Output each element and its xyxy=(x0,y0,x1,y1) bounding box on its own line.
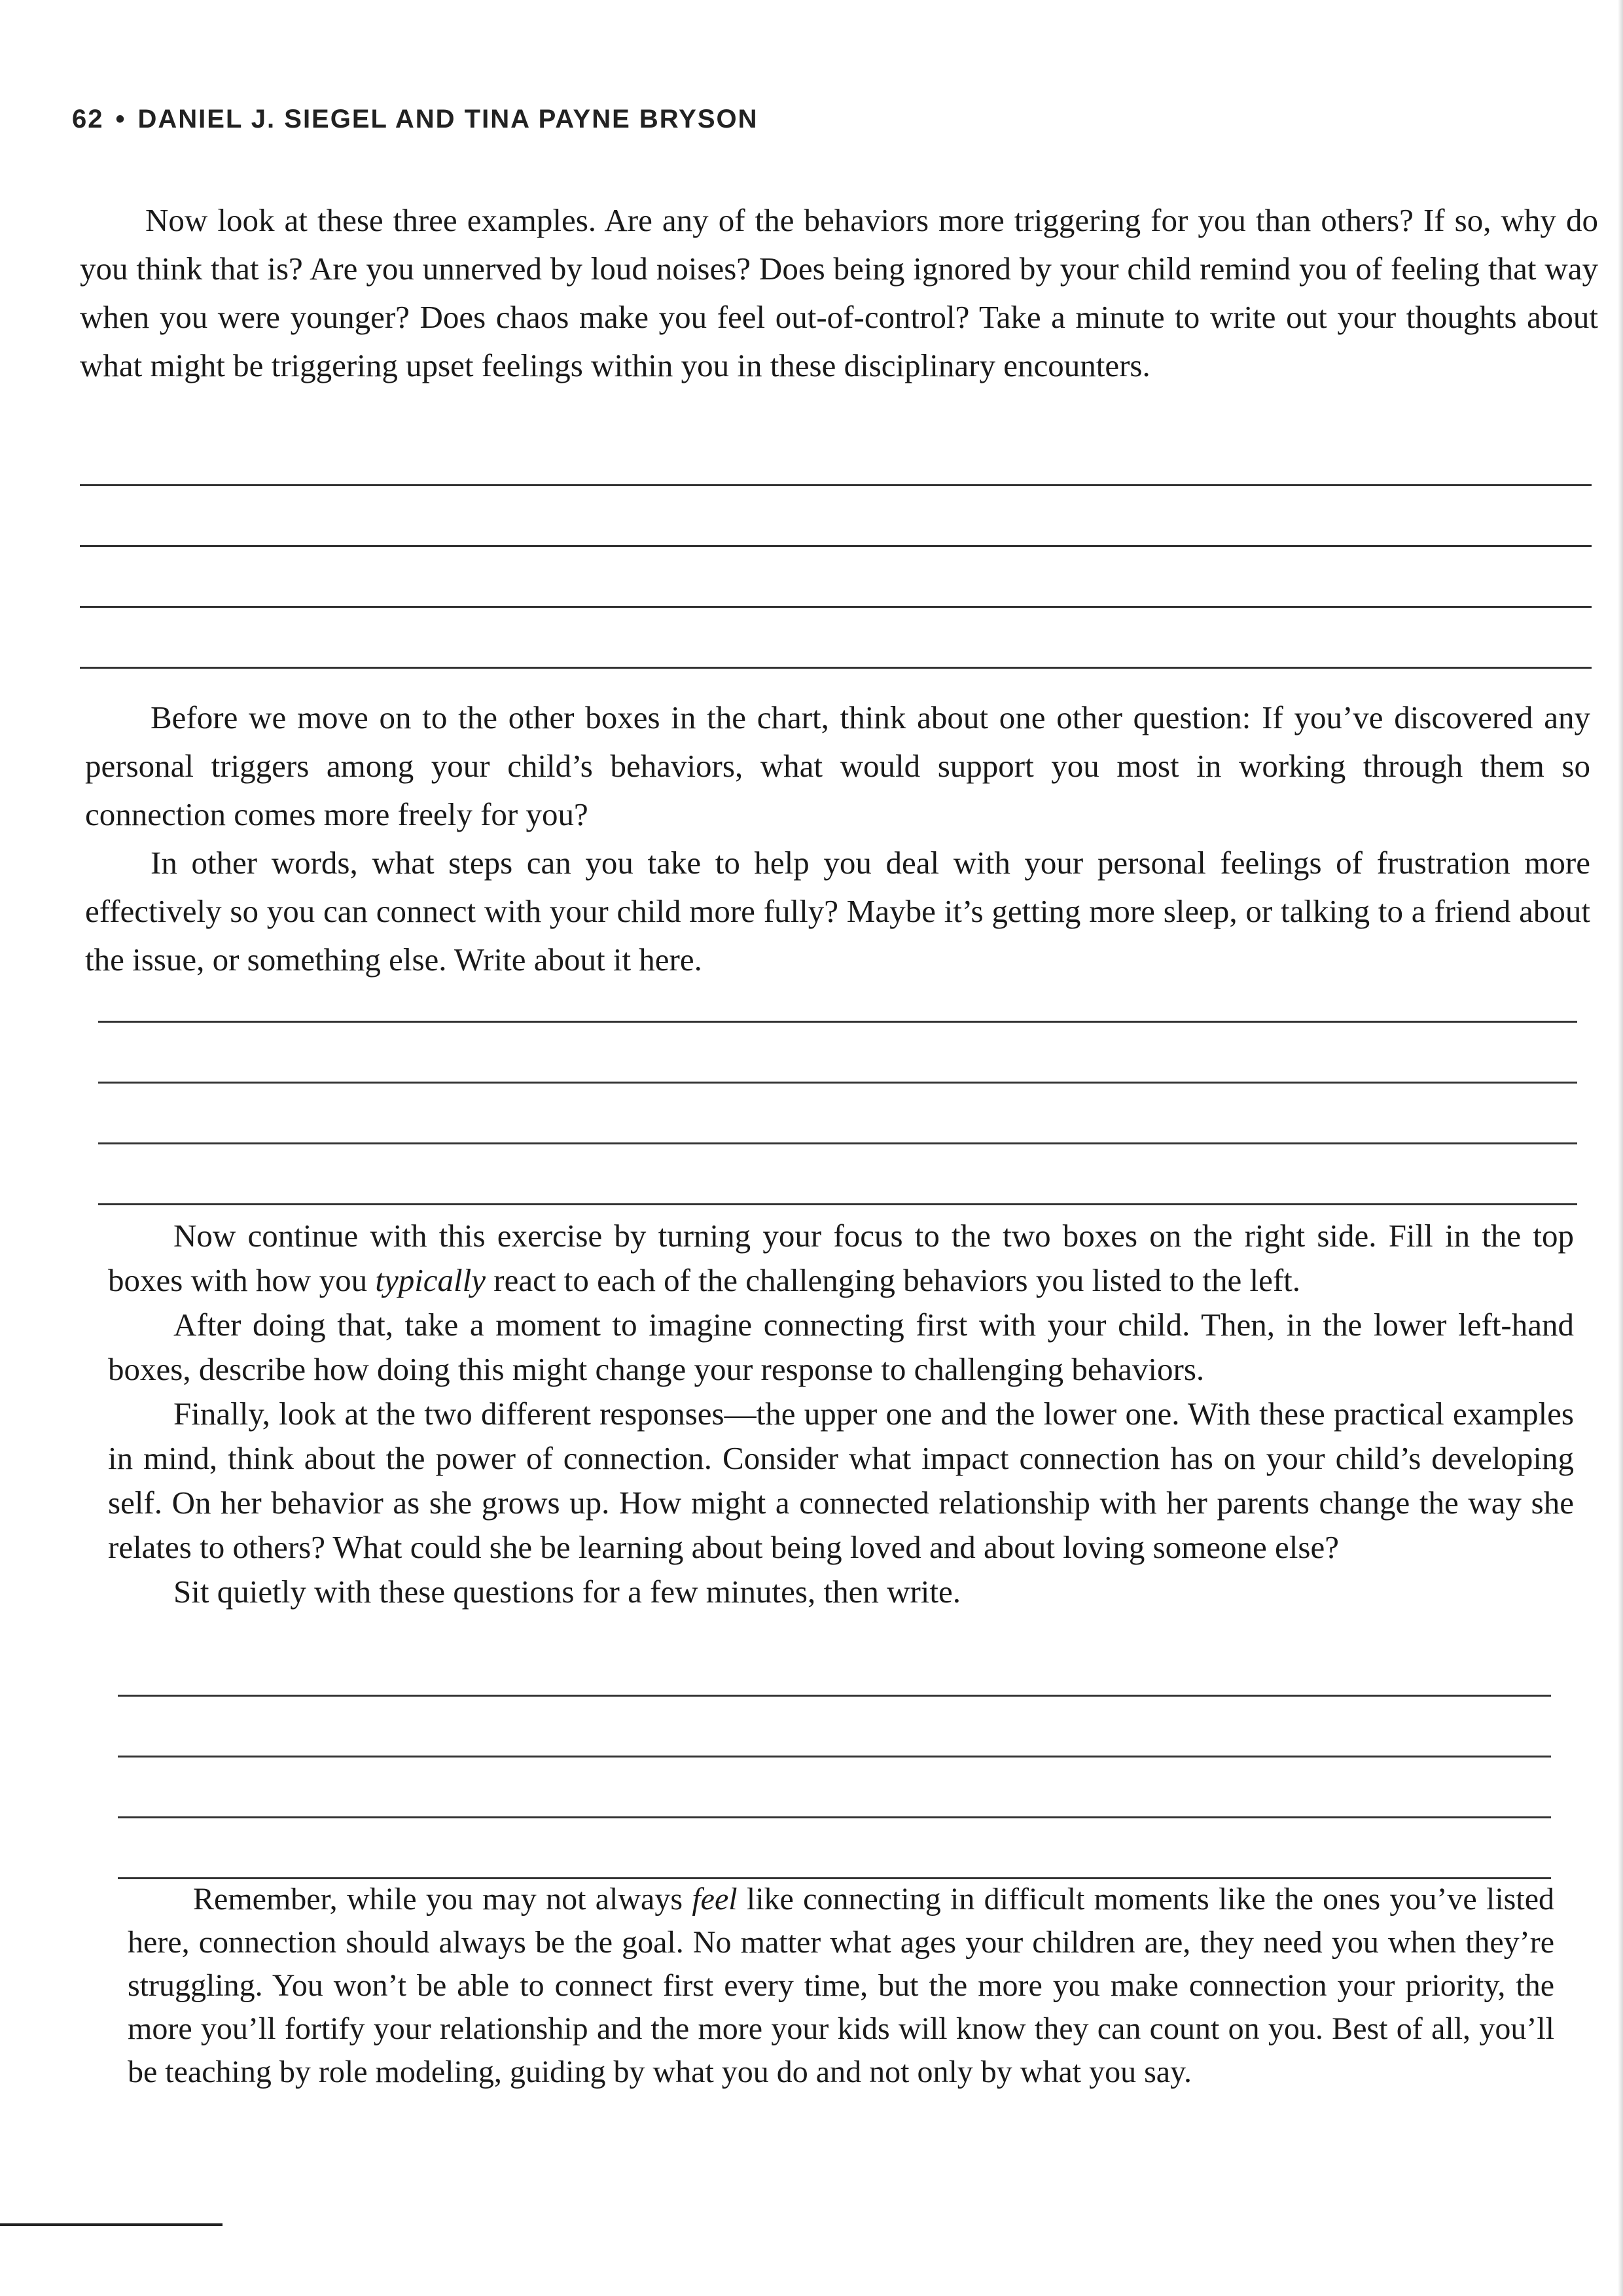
text-run: react to each of the challenging behaviors you listed to the left. xyxy=(486,1262,1301,1298)
writing-lines-1 xyxy=(80,484,1592,728)
text-run: Now continue with this exercise by turning your focus to the two boxes on the right side. Fill in the top boxes with how you xyxy=(108,1218,1574,1298)
text-run: like connecting in difficult moments like the ones you’ve listed here, connection should always be the goal. No matter what ages your children are, they need you when they’re struggling. You won’t be able to connect first every time, but the more you make connection your priority, the more you’ll fortify your relationship and the more your kids will know they can count on you. Best of all, you’ll be teaching by role modeling, guiding by what you do and not only by what you say. xyxy=(128,1882,1554,2089)
paragraph-triggers xyxy=(80,196,1598,390)
writing-line xyxy=(98,1082,1577,1084)
writing-line xyxy=(98,1021,1577,1023)
text-run: Remember, while you may not always xyxy=(193,1882,692,1916)
paragraph-text xyxy=(128,1878,1554,2094)
writing-line xyxy=(118,1816,1551,1818)
paragraph-text: Finally, look at the two different responses—the upper one and the lower one. With these practical examples in mind, think about the power of connection. Consider what impact connection has on your child’s developing self. On her behavior as she grows up. How might a connected relationship with her parents change the way she relates to others? What could she be learning about being loved and about loving someone else? xyxy=(108,1396,1574,1565)
page-number: 62 xyxy=(72,105,104,133)
writing-line xyxy=(80,545,1592,547)
writing-line xyxy=(118,1695,1551,1697)
paragraph-text: Before we move on to the other boxes in the chart, think about one other question: If you’ve discovered any personal triggers among your child’s behaviors, what would support you most in working through them so connection comes more freely for you? xyxy=(85,699,1590,832)
paragraph-text: After doing that, take a moment to imagine connecting first with your child. Then, in the lower left-hand boxes, describe how doing this might change your response to challenging behaviors. xyxy=(108,1307,1574,1387)
footer-rule xyxy=(0,2223,223,2226)
paragraph-exercise xyxy=(108,1214,1574,1614)
paragraph-text: In other words, what steps can you take to help you deal with your personal feelings of frustration more effectively so you can connect with your child more fully? Maybe it’s getting more sleep, or talking to a friend about the issue, or something else. Write about it here. xyxy=(85,845,1590,978)
paragraph-support xyxy=(85,694,1590,984)
writing-line xyxy=(98,1142,1577,1144)
separator-dot: • xyxy=(115,105,126,133)
writing-line xyxy=(98,1203,1577,1205)
paragraph-text: Sit quietly with these questions for a few minutes, then write. xyxy=(173,1574,961,1610)
running-head xyxy=(72,105,758,134)
paragraph-remember xyxy=(128,1878,1554,2094)
emphasis-feel: feel xyxy=(692,1882,738,1916)
author-names: DANIEL J. SIEGEL AND TINA PAYNE BRYSON xyxy=(137,105,758,133)
writing-line xyxy=(80,606,1592,608)
writing-line xyxy=(80,667,1592,669)
writing-line xyxy=(118,1756,1551,1757)
emphasis-typically: typically xyxy=(375,1262,486,1298)
page-edge-shadow xyxy=(1618,0,1623,2296)
paragraph-text xyxy=(108,1214,1574,1303)
writing-line xyxy=(80,484,1592,486)
paragraph-text: Now look at these three examples. Are any of the behaviors more triggering for you than others? If so, why do you think that is? Are you unnerved by loud noises? Does being ignored by your child remind you of feeling that way when you were younger? Does chaos make you feel out-of-control? Take a minute to write out your thoughts about what might be triggering upset feelings within you in these disciplinary encounters. xyxy=(80,202,1598,383)
